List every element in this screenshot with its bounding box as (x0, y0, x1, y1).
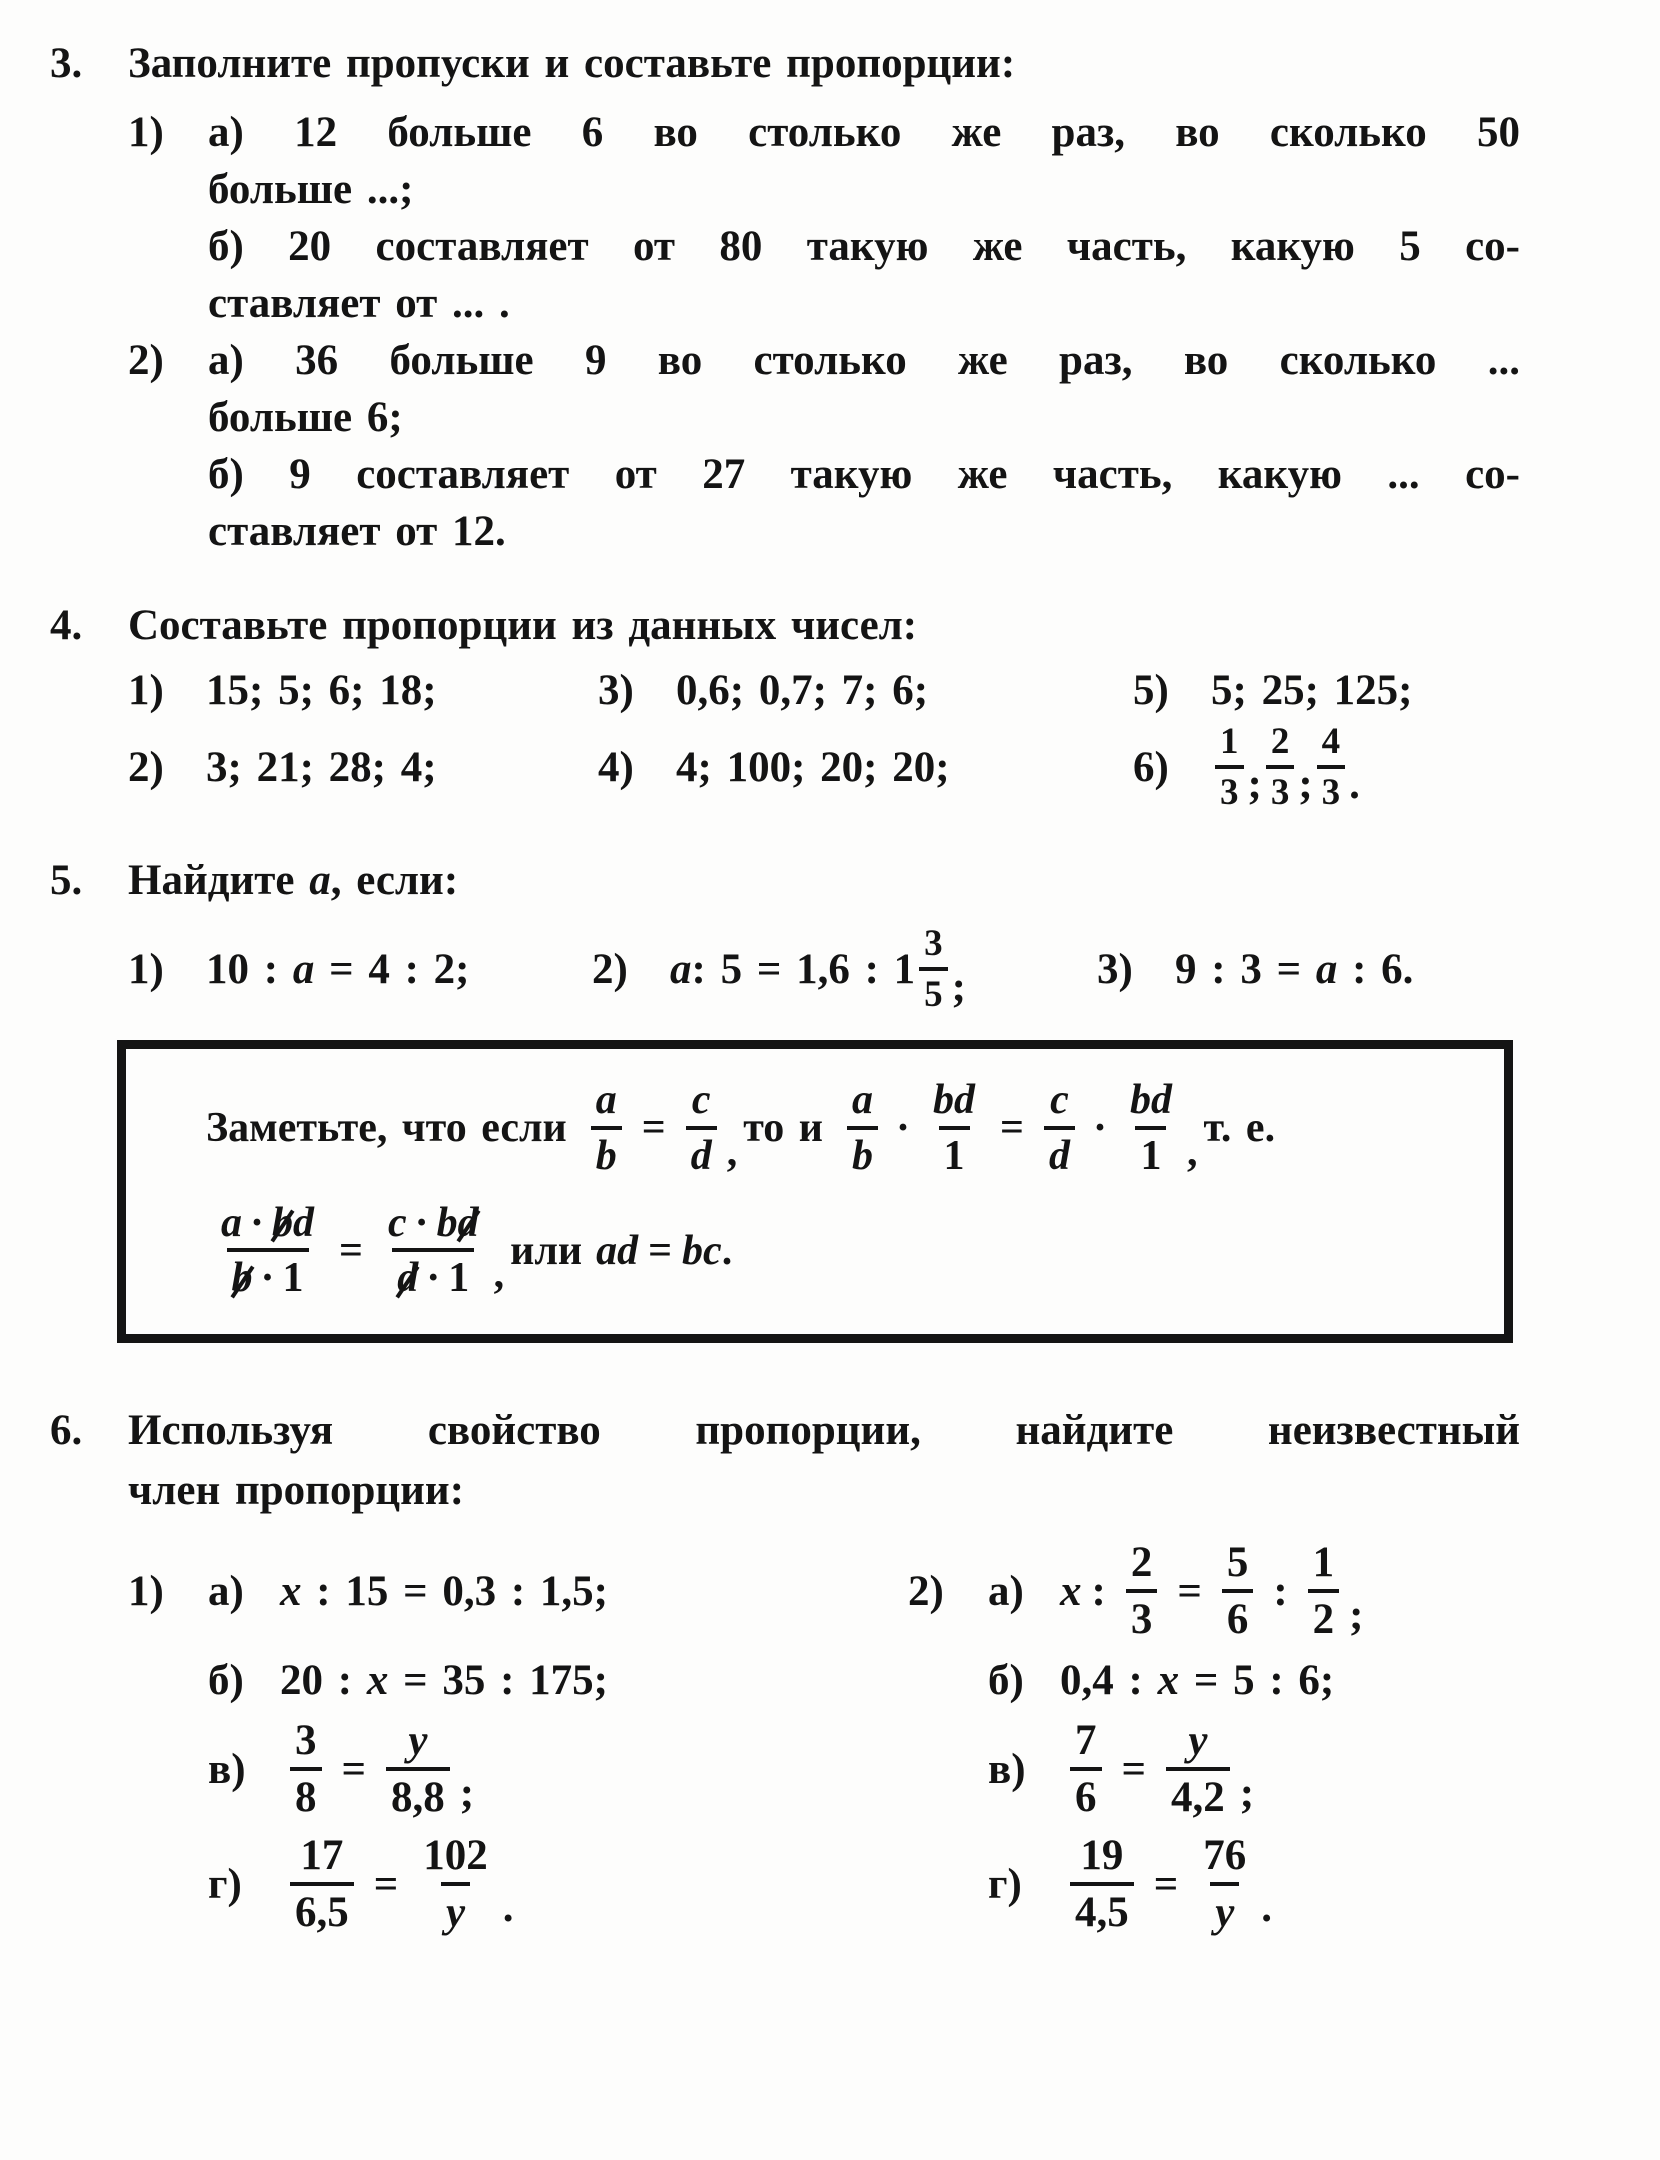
note-text: или (510, 1227, 583, 1274)
period: . (721, 1227, 733, 1274)
fraction-denominator: 6 (1070, 1767, 1102, 1820)
note-line-2 (206, 1199, 1484, 1302)
variable-b: b (436, 1199, 458, 1246)
fraction-numerator: 3 (295, 1716, 317, 1764)
variable-x: x (280, 1568, 302, 1616)
comma: , (726, 1128, 738, 1175)
equals-sign: = (1177, 1568, 1202, 1616)
fraction-denominator: 6 (1222, 1589, 1254, 1642)
problem-6-title-line: член пропорции: (128, 1467, 465, 1515)
p4-item-1-label: 1) (128, 667, 164, 714)
fraction-numerator: c (691, 1076, 711, 1123)
variable-x: x (1060, 1568, 1082, 1616)
p4-item-4-values: 4; 100; 20; 20; (676, 743, 950, 791)
fraction (386, 1716, 450, 1821)
fraction-numerator: y (408, 1716, 428, 1764)
p6-equation-grid (128, 1541, 1520, 1934)
text-line: а) 36 больше 9 во столько же раз, во сколько ... (208, 337, 1520, 384)
fraction-denominator: 3 (1317, 765, 1346, 812)
fraction-numerator: 2 (1270, 721, 1290, 762)
p4-item-4 (598, 743, 1133, 792)
problem-4-number: 4. (50, 602, 83, 649)
fraction (1215, 723, 1244, 811)
fraction-numerator: 76 (1203, 1831, 1247, 1879)
colon-sign: : (1091, 1568, 1106, 1616)
variable-d: d (293, 1199, 315, 1246)
variable-a: a (221, 1199, 242, 1246)
equation (206, 945, 469, 994)
problem-5-number: 5. (50, 857, 83, 905)
p4-item-5-values: 5; 25; 125; (1211, 667, 1413, 714)
separator: . (1261, 1884, 1273, 1932)
equation (670, 923, 966, 1016)
fraction (1222, 1541, 1254, 1642)
p5-equation-row (128, 923, 1520, 1016)
p3-item-1-text (208, 104, 1520, 332)
p3-item-1 (128, 104, 1520, 332)
p4-item-2-label: 2) (128, 743, 164, 791)
fraction-numerator: a (595, 1076, 617, 1123)
separator: ; (1247, 761, 1262, 809)
problem-3-title: Заполните пропуски и составьте пропорции: (128, 40, 1016, 87)
comma: , (1186, 1128, 1198, 1175)
fraction-denominator: 3 (1126, 1589, 1158, 1642)
text-line: ставляет от ... . (208, 280, 510, 327)
fraction (1126, 1541, 1158, 1642)
equation (280, 1656, 608, 1705)
p6-col-2-label: 2) (908, 1568, 944, 1616)
problem-6 (50, 1401, 1520, 1934)
p4-item-2-values: 3; 21; 28; 4; (206, 743, 437, 791)
problem-3-body (128, 34, 1520, 560)
multiplication-dot: · (260, 1255, 275, 1302)
p6-item-2v (908, 1716, 1520, 1821)
variable-c: c (387, 1199, 407, 1246)
number-one: 1 (282, 1255, 304, 1302)
fraction (1125, 1076, 1177, 1179)
p4-item-1-values: 15; 5; 6; 18; (206, 667, 437, 714)
fraction (1166, 1716, 1230, 1821)
fraction-numerator: a (851, 1076, 873, 1123)
equation-text: 9 : 3 = (1175, 946, 1316, 994)
fraction-numerator: y (1188, 1716, 1208, 1764)
fraction-numerator: 1 (1312, 1539, 1335, 1587)
equals-sign: = (641, 1105, 666, 1152)
fraction-denominator: 1 (1135, 1126, 1166, 1178)
problem-4-title: Составьте пропорции из данных чисел: (128, 602, 918, 649)
p6-item-1v (128, 1716, 908, 1821)
text-line: б) 9 составляет от 27 такую же часть, какую ... со- (208, 451, 1520, 498)
fraction-numerator: 19 (1080, 1831, 1124, 1879)
p4-item-3-label: 3) (598, 667, 634, 714)
p6-item-2a-label: а) (988, 1568, 1024, 1616)
fraction-denominator: b (591, 1126, 622, 1178)
fraction-denominator: 8 (290, 1767, 322, 1820)
fraction-numerator: 5 (1226, 1539, 1249, 1587)
p6-item-1g-label: г) (208, 1860, 242, 1908)
fraction-numerator: 17 (300, 1831, 344, 1879)
separator: . (502, 1884, 514, 1932)
multiplication-dot: · (414, 1199, 429, 1246)
cancelled-variable-d: d (457, 1199, 479, 1246)
p6-item-2g (908, 1831, 1520, 1936)
p4-item-1 (128, 666, 598, 715)
p4-item-2 (128, 743, 598, 792)
fraction-numerator: bd (1129, 1076, 1172, 1123)
p4-item-6-label: 6) (1133, 743, 1169, 791)
p5-item-1-label: 1) (128, 946, 164, 994)
product-ad: ad (596, 1227, 639, 1274)
fraction (1266, 723, 1295, 811)
fraction (1070, 1716, 1102, 1821)
fraction-denominator: 8,8 (386, 1767, 450, 1820)
fraction-denominator: 4,5 (1070, 1882, 1134, 1935)
fraction (847, 1076, 878, 1179)
fraction-numerator: 4 (1321, 721, 1341, 762)
equation-text: : 15 = 0,3 : 1,5; (301, 1568, 608, 1616)
fraction-numerator (383, 1199, 484, 1249)
variable-x: x (366, 1656, 389, 1704)
p3-item-2-text (208, 332, 1520, 560)
fraction-denominator: 4,2 (1166, 1767, 1230, 1820)
multiplication-dot: · (895, 1105, 910, 1152)
p4-item-5 (1133, 666, 1520, 715)
separator: ; (1298, 761, 1313, 809)
separator: ; (459, 1769, 475, 1817)
p6-item-1v-label: в) (208, 1745, 246, 1793)
fraction-numerator: 2 (1130, 1539, 1153, 1587)
fraction (290, 1831, 354, 1936)
equals-sign: = (1153, 1860, 1179, 1908)
equation (1060, 1656, 1334, 1705)
problem-5-body (128, 851, 1520, 1016)
p4-number-grid (128, 666, 1520, 811)
multiplication-dot: · (1092, 1105, 1107, 1152)
p3-item-2-label: 2) (128, 337, 164, 384)
problem-5-title (128, 851, 1520, 911)
comma: , (493, 1251, 505, 1298)
text-line: больше 6; (208, 394, 403, 441)
text-line: больше ...; (208, 166, 414, 213)
fraction-numerator: 102 (423, 1831, 488, 1879)
problem-6-number: 6. (50, 1407, 83, 1455)
variable-a: a (670, 946, 692, 994)
p4-item-3-values: 0,6; 0,7; 7; 6; (676, 667, 929, 714)
separator: . (1349, 761, 1360, 809)
cancelled-variable-d: d (397, 1255, 419, 1302)
equation-text: 10 : (206, 946, 293, 994)
equals-sign: = (1121, 1745, 1147, 1793)
fraction (1317, 723, 1346, 811)
p6-item-2v-label: в) (988, 1745, 1026, 1793)
cancelled-variable-b: b (231, 1255, 253, 1302)
fraction (686, 1076, 717, 1179)
problem-3-number: 3. (50, 40, 83, 87)
p3-item-2 (128, 332, 1520, 560)
p5-item-2-label: 2) (592, 946, 628, 994)
note-text: т. е. (1203, 1105, 1276, 1152)
fraction-denominator (227, 1248, 309, 1300)
fraction (418, 1831, 493, 1936)
p6-item-1a (128, 1567, 908, 1616)
p6-item-1b (128, 1656, 908, 1705)
product-bc: bc (682, 1227, 722, 1274)
p6-item-1g (128, 1831, 908, 1936)
separator: ; (951, 963, 966, 1011)
equation-text: : 5 = 1,6 : 1 (691, 946, 916, 994)
fraction-numerator: 7 (1075, 1716, 1097, 1764)
equation-text: : 6. (1337, 946, 1414, 994)
p5-item-2 (592, 923, 1097, 1016)
note-text: то и (743, 1105, 823, 1152)
p6-item-2b-label: б) (988, 1656, 1024, 1704)
fraction (919, 923, 948, 1016)
p5-item-3-label: 3) (1097, 946, 1133, 994)
variable-x: x (1157, 1656, 1180, 1704)
equation-text: 20 : (280, 1656, 367, 1704)
problem-6-body (128, 1401, 1520, 1934)
fraction-denominator: d (1044, 1126, 1075, 1178)
p5-item-1 (128, 945, 592, 994)
problem-4 (50, 596, 1520, 811)
fraction (591, 1076, 622, 1179)
title-text: , если: (330, 857, 459, 905)
note-text: Заметьте, что если (206, 1105, 567, 1152)
equation (280, 1567, 608, 1616)
equation-text: = 4 : 2; (314, 946, 470, 994)
fraction (928, 1076, 980, 1179)
p4-item-4-label: 4) (598, 743, 634, 791)
note-box (117, 1040, 1513, 1343)
equation-text: = 5 : 6; (1179, 1656, 1335, 1704)
variable-a: a (1315, 946, 1338, 994)
p4-item-5-label: 5) (1133, 667, 1169, 714)
equals-sign: = (339, 1227, 363, 1274)
problem-3 (50, 34, 1520, 560)
fraction-with-cancellation (216, 1199, 319, 1302)
fraction-denominator: y (1210, 1882, 1239, 1935)
p6-item-1a-label: а) (208, 1568, 244, 1616)
fraction (1044, 1076, 1075, 1179)
fraction-numerator: 1 (1220, 721, 1239, 762)
problem-5 (50, 851, 1520, 1016)
fraction-with-cancellation (383, 1199, 484, 1302)
fraction-denominator: y (441, 1882, 470, 1935)
p4-item-6 (1133, 723, 1520, 811)
title-text: Найдите (128, 857, 310, 905)
multiplication-dot: · (426, 1255, 441, 1302)
text-line: а) 12 больше 6 во столько же раз, во сколько 50 (208, 109, 1520, 156)
p4-item-6-values (1211, 723, 1360, 811)
separator: ; (1239, 1769, 1255, 1817)
variable-a: a (309, 857, 331, 905)
p3-item-1-label: 1) (128, 109, 164, 156)
p5-item-3 (1097, 945, 1520, 994)
variable-a: a (292, 946, 315, 994)
fraction (290, 1716, 322, 1821)
fraction (1198, 1831, 1251, 1936)
p6-item-1b-label: б) (208, 1656, 244, 1704)
note-line-1 (206, 1076, 1484, 1179)
fraction-numerator: bd (933, 1076, 975, 1123)
equals-sign: = (341, 1745, 367, 1793)
problem-4-body (128, 596, 1520, 811)
fraction-denominator: b (847, 1126, 878, 1178)
fraction-denominator (392, 1248, 474, 1300)
fraction-numerator (216, 1199, 319, 1249)
p6-col-1-label: 1) (128, 1568, 164, 1616)
equation (1175, 945, 1413, 994)
text-line: б) 20 составляет от 80 такую же часть, какую 5 со- (208, 223, 1520, 270)
fraction-denominator: 3 (1215, 765, 1244, 812)
equals-sign: = (373, 1860, 399, 1908)
number-one: 1 (448, 1255, 470, 1302)
problem-6-title-line: Используя свойство пропорции, найдите неизвестный (128, 1407, 1520, 1455)
p6-item-2g-label: г) (988, 1860, 1022, 1908)
p4-item-3 (598, 666, 1133, 715)
fraction-numerator: 3 (924, 923, 943, 965)
colon-sign: : (1273, 1568, 1288, 1616)
p6-item-2b (908, 1656, 1520, 1705)
p6-item-2a (908, 1541, 1520, 1642)
fraction-denominator: 3 (1266, 765, 1295, 812)
fraction-denominator: 2 (1308, 1589, 1340, 1642)
multiplication-dot: · (250, 1199, 265, 1246)
fraction-denominator: d (686, 1126, 717, 1178)
fraction-denominator: 5 (919, 967, 948, 1014)
fraction-numerator: c (1050, 1076, 1069, 1123)
fraction-denominator: 1 (939, 1126, 970, 1178)
equals-sign: = (648, 1227, 673, 1274)
text-line: ставляет от 12. (208, 508, 506, 555)
separator: ; (1349, 1591, 1364, 1639)
equals-sign: = (1000, 1105, 1024, 1152)
equation-text: 0,4 : (1060, 1656, 1158, 1704)
fraction (1070, 1831, 1134, 1936)
cancelled-variable-b: b (272, 1199, 294, 1246)
fraction (1308, 1541, 1340, 1642)
equation-text: = 35 : 175; (388, 1656, 608, 1704)
fraction-denominator: 6,5 (290, 1882, 354, 1935)
